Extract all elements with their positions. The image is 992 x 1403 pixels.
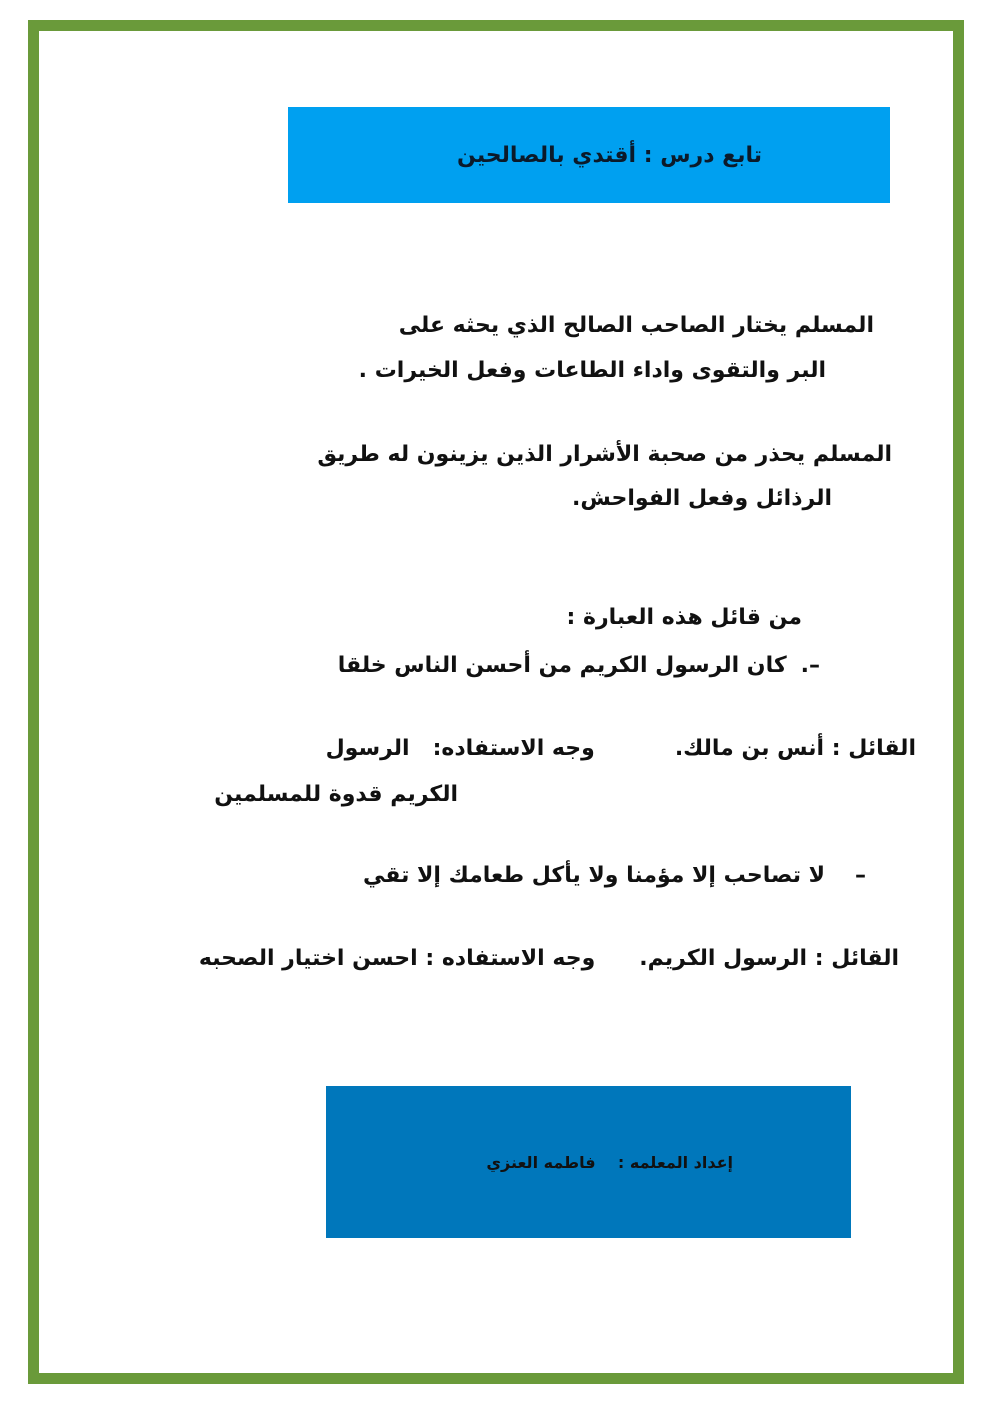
quote-1-bullet: –. bbox=[800, 653, 820, 678]
speaker-2-row bbox=[199, 946, 899, 971]
benefit-1-label: وجه الاستفاده: bbox=[432, 736, 595, 761]
footer-banner bbox=[326, 1086, 851, 1238]
teacher-name: فاطمه العنزي bbox=[486, 1152, 596, 1172]
teacher-credit bbox=[486, 1153, 733, 1172]
speaker-2: القائل : الرسول الكريم. bbox=[639, 946, 899, 971]
title-banner bbox=[288, 107, 890, 203]
speaker-1-row bbox=[326, 736, 916, 761]
speaker-1: القائل : أنس بن مالك. bbox=[674, 736, 916, 761]
quote-1 bbox=[338, 653, 820, 678]
quote-1-text: كان الرسول الكريم من أحسن الناس خلقا bbox=[337, 653, 787, 678]
quote-2 bbox=[363, 863, 866, 888]
paragraph-1-line-2: البر والتقوى واداء الطاعات وفعل الخيرات . bbox=[358, 358, 826, 383]
benefit-1-line-2: الكريم قدوة للمسلمين bbox=[214, 782, 458, 807]
quote-2-bullet: – bbox=[855, 863, 866, 888]
paragraph-2-line-1: المسلم يحذر من صحبة الأشرار الذين يزينون له طريق bbox=[317, 442, 892, 467]
lesson-title: تابع درس : أقتدي بالصالحين bbox=[457, 142, 762, 168]
benefit-1-line-1: الرسول bbox=[325, 736, 410, 761]
paragraph-2-line-2: الرذائل وفعل الفواحش. bbox=[572, 486, 832, 511]
benefit-2: وجه الاستفاده : احسن اختيار الصحبه bbox=[198, 946, 596, 971]
quote-2-text: لا تصاحب إلا مؤمنا ولا يأكل طعامك إلا تقي bbox=[363, 863, 825, 888]
paragraph-1-line-1: المسلم يختار الصاحب الصالح الذي يحثه على bbox=[398, 313, 874, 338]
teacher-label: إعداد المعلمه : bbox=[617, 1152, 733, 1172]
question-heading: من قائل هذه العبارة : bbox=[566, 605, 802, 630]
